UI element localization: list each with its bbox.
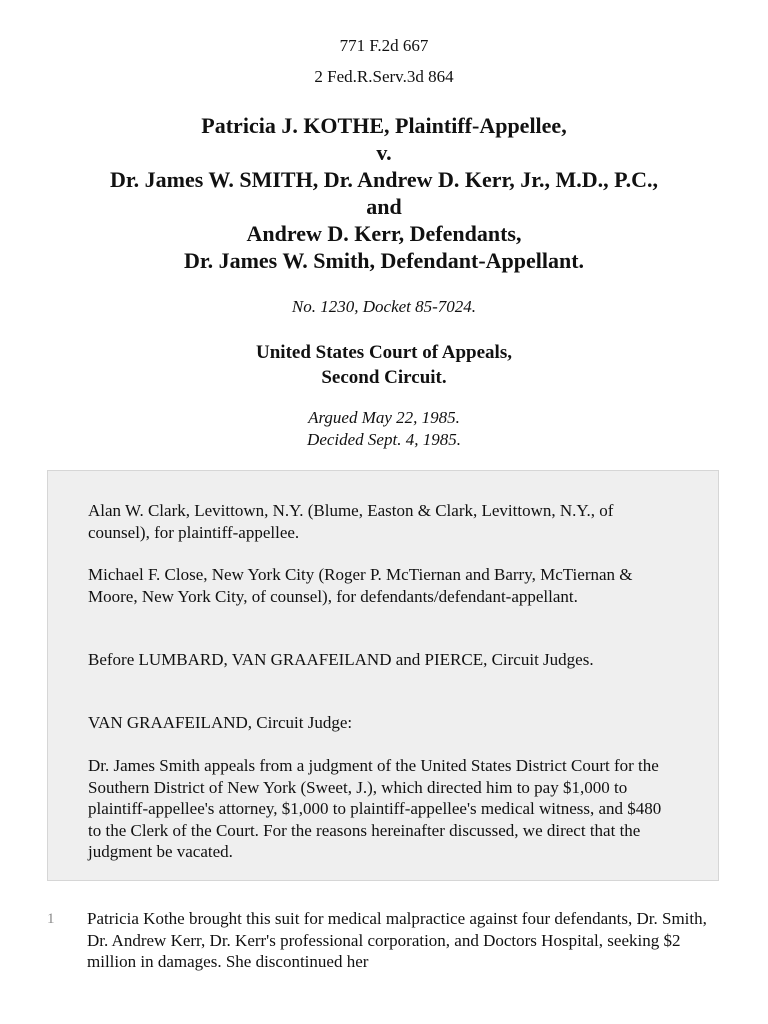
caption-defendants: Dr. James W. SMITH, Dr. Andrew D. Kerr, Jr., M.D., P.C., (110, 167, 658, 192)
citation-fed-rules: 2 Fed.R.Serv.3d 864 (314, 67, 454, 86)
caption-versus: v. (376, 140, 392, 165)
caption-plaintiff: Patricia J. KOTHE, Plaintiff-Appellee, (201, 113, 567, 138)
citation-reporter: 771 F.2d 667 (339, 36, 429, 55)
opinion-author: VAN GRAAFEILAND, Circuit Judge: (88, 713, 353, 732)
court-name-line2: Second Circuit. (321, 367, 447, 388)
paragraph-text: Patricia Kothe brought this suit for medical malpractice against four defendants, Dr. Smith, Dr. Andrew Kerr, Dr. Kerr's professional corporation, and Doctors Hospital, seeking $2 million in damages. She discontinued her (87, 909, 707, 971)
case-caption (0, 112, 768, 274)
caption-defendant-kerr: Andrew D. Kerr, Defendants, (246, 221, 522, 246)
headnote-box (47, 470, 719, 881)
case-dates (0, 407, 768, 451)
argued-date: Argued May 22, 1985. (308, 408, 460, 427)
docket-number: No. 1230, Docket 85-7024. (291, 297, 477, 316)
paragraph-number: 1 (47, 911, 55, 927)
court-name (0, 340, 768, 390)
decided-date: Decided Sept. 4, 1985. (307, 430, 461, 449)
panel-judges: Before LUMBARD, VAN GRAAFEILAND and PIERCE, Circuit Judges. (88, 650, 594, 669)
caption-and: and (366, 194, 402, 219)
counsel-defendant: Michael F. Close, New York City (Roger P. McTiernan and Barry, McTiernan & Moore, New York City, of counsel), for defendants/defendant-appellant. (88, 565, 633, 606)
court-name-line1: United States Court of Appeals, (256, 342, 512, 363)
caption-appellant: Dr. James W. Smith, Defendant-Appellant. (183, 248, 585, 273)
counsel-plaintiff: Alan W. Clark, Levittown, N.Y. (Blume, Easton & Clark, Levittown, N.Y., of counsel), for plaintiff-appellee. (88, 501, 614, 542)
opinion-intro: Dr. James Smith appeals from a judgment of the United States District Court for the Southern District of New York (Sweet, J.), which directed him to pay $1,000 to plaintiff-appellee's attorney, $1,000 to plaintiff-appellee's medical witness, and $480 to the Clerk of the Court. For the reasons hereinafter discussed, we direct that the judgment be vacated. (88, 756, 662, 861)
